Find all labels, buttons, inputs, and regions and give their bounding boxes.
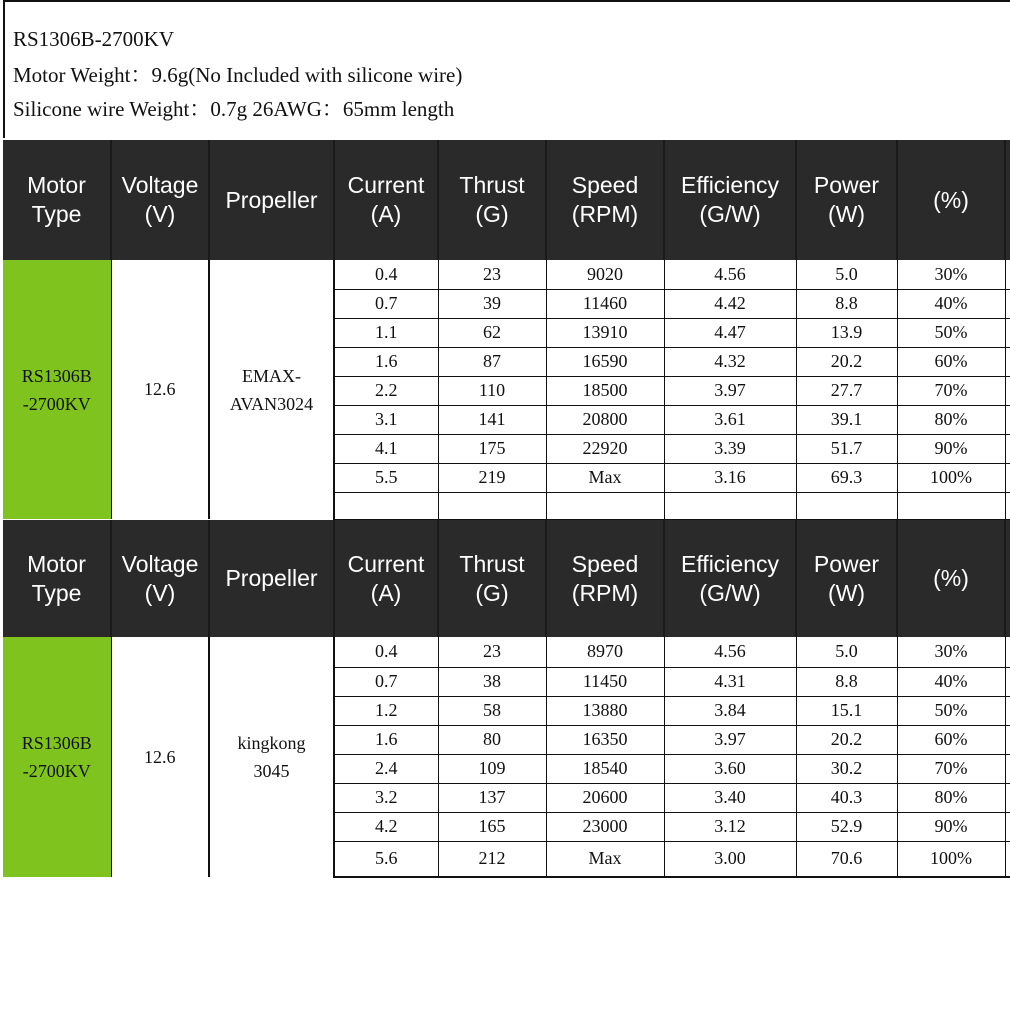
efficiency-cell: 4.47 xyxy=(664,318,796,347)
power-cell: 5.0 xyxy=(796,260,897,289)
table-row xyxy=(3,637,1010,667)
power-cell: 39.1 xyxy=(796,405,897,434)
current-cell: 3.2 xyxy=(334,783,438,812)
speed-cell xyxy=(546,492,664,519)
thrust-cell: 80 xyxy=(438,725,546,754)
thrust-cell: 23 xyxy=(438,260,546,289)
efficiency-cell: 3.00 xyxy=(664,841,796,877)
header-current: Current (A) xyxy=(334,520,438,637)
current-cell: 4.2 xyxy=(334,812,438,841)
power-cell: 8.8 xyxy=(796,289,897,318)
speed-cell: 8970 xyxy=(546,637,664,667)
header-speed: Speed (RPM) xyxy=(546,140,664,260)
efficiency-cell: 3.97 xyxy=(664,725,796,754)
edge-cell xyxy=(1005,841,1010,877)
edge-cell xyxy=(1005,667,1010,696)
thrust-cell: 58 xyxy=(438,696,546,725)
edge-cell xyxy=(1005,783,1010,812)
speed-cell: 20800 xyxy=(546,405,664,434)
current-cell: 0.7 xyxy=(334,289,438,318)
thrust-cell: 87 xyxy=(438,347,546,376)
thrust-cell: 62 xyxy=(438,318,546,347)
thrust-cell: 39 xyxy=(438,289,546,318)
header-edge xyxy=(1005,520,1010,637)
header-efficiency: Efficiency (G/W) xyxy=(664,140,796,260)
power-cell: 15.1 xyxy=(796,696,897,725)
speed-cell: 11450 xyxy=(546,667,664,696)
efficiency-cell: 3.12 xyxy=(664,812,796,841)
throttle-cell: 80% xyxy=(897,783,1005,812)
power-cell xyxy=(796,492,897,519)
edge-cell xyxy=(1005,492,1010,519)
thrust-cell xyxy=(438,492,546,519)
table-header-row xyxy=(3,140,1010,260)
propeller-cell: EMAX- AVAN3024 xyxy=(209,260,334,519)
current-cell: 1.1 xyxy=(334,318,438,347)
current-cell: 1.6 xyxy=(334,347,438,376)
power-cell: 20.2 xyxy=(796,347,897,376)
header-motor-type: Motor Type xyxy=(3,520,111,637)
thrust-cell: 38 xyxy=(438,667,546,696)
thrust-cell: 219 xyxy=(438,463,546,492)
motor-type-cell: RS1306B -2700KV xyxy=(3,260,111,519)
header-propeller: Propeller xyxy=(209,140,334,260)
header-motor-type: Motor Type xyxy=(3,140,111,260)
speed-cell: 11460 xyxy=(546,289,664,318)
thrust-cell: 165 xyxy=(438,812,546,841)
efficiency-cell: 4.56 xyxy=(664,260,796,289)
header-voltage: Voltage (V) xyxy=(111,520,209,637)
header-current: Current (A) xyxy=(334,140,438,260)
edge-cell xyxy=(1005,347,1010,376)
speed-cell: 16590 xyxy=(546,347,664,376)
power-cell: 52.9 xyxy=(796,812,897,841)
throttle-cell: 40% xyxy=(897,667,1005,696)
thrust-cell: 212 xyxy=(438,841,546,877)
power-cell: 69.3 xyxy=(796,463,897,492)
edge-cell xyxy=(1005,405,1010,434)
efficiency-cell: 3.97 xyxy=(664,376,796,405)
efficiency-cell: 4.42 xyxy=(664,289,796,318)
throttle-cell: 90% xyxy=(897,812,1005,841)
header-percent: (%) xyxy=(897,520,1005,637)
motor-model-title: RS1306B-2700KV xyxy=(13,27,175,51)
speed-cell: 20600 xyxy=(546,783,664,812)
motor-type-cell: RS1306B -2700KV xyxy=(3,637,111,877)
current-cell: 0.4 xyxy=(334,637,438,667)
throttle-cell: 70% xyxy=(897,754,1005,783)
throttle-cell: 60% xyxy=(897,725,1005,754)
speed-cell: 18540 xyxy=(546,754,664,783)
throttle-cell: 100% xyxy=(897,841,1005,877)
speed-cell: 13880 xyxy=(546,696,664,725)
speed-cell: 13910 xyxy=(546,318,664,347)
current-cell: 0.7 xyxy=(334,667,438,696)
throttle-cell: 70% xyxy=(897,376,1005,405)
edge-cell xyxy=(1005,754,1010,783)
thrust-cell: 109 xyxy=(438,754,546,783)
performance-table-2 xyxy=(3,520,1010,878)
table-row xyxy=(3,260,1010,289)
throttle-cell: 90% xyxy=(897,434,1005,463)
edge-cell xyxy=(1005,434,1010,463)
motor-weight-line: Motor Weight：9.6g(No Included with silicone wire) xyxy=(13,63,463,87)
power-cell: 8.8 xyxy=(796,667,897,696)
throttle-cell: 100% xyxy=(897,463,1005,492)
efficiency-cell: 3.84 xyxy=(664,696,796,725)
power-cell: 40.3 xyxy=(796,783,897,812)
edge-cell xyxy=(1005,463,1010,492)
edge-cell xyxy=(1005,260,1010,289)
speed-cell: Max xyxy=(546,463,664,492)
power-cell: 70.6 xyxy=(796,841,897,877)
efficiency-cell: 4.31 xyxy=(664,667,796,696)
header-edge xyxy=(1005,140,1010,260)
power-cell: 27.7 xyxy=(796,376,897,405)
current-cell: 1.6 xyxy=(334,725,438,754)
thrust-cell: 110 xyxy=(438,376,546,405)
current-cell: 2.4 xyxy=(334,754,438,783)
throttle-cell: 50% xyxy=(897,318,1005,347)
power-cell: 13.9 xyxy=(796,318,897,347)
table-header-row xyxy=(3,520,1010,637)
edge-cell xyxy=(1005,696,1010,725)
current-cell: 4.1 xyxy=(334,434,438,463)
thrust-cell: 23 xyxy=(438,637,546,667)
speed-cell: 22920 xyxy=(546,434,664,463)
current-cell: 3.1 xyxy=(334,405,438,434)
throttle-cell: 30% xyxy=(897,637,1005,667)
power-cell: 20.2 xyxy=(796,725,897,754)
power-cell: 51.7 xyxy=(796,434,897,463)
edge-cell xyxy=(1005,289,1010,318)
wire-weight-line: Silicone wire Weight：0.7g 26AWG：65mm length xyxy=(13,97,455,121)
power-cell: 30.2 xyxy=(796,754,897,783)
header-power: Power (W) xyxy=(796,520,897,637)
efficiency-cell: 3.61 xyxy=(664,405,796,434)
edge-cell xyxy=(1005,637,1010,667)
power-cell: 5.0 xyxy=(796,637,897,667)
throttle-cell: 30% xyxy=(897,260,1005,289)
throttle-cell: 50% xyxy=(897,696,1005,725)
header-percent: (%) xyxy=(897,140,1005,260)
header-efficiency: Efficiency (G/W) xyxy=(664,520,796,637)
thrust-cell: 141 xyxy=(438,405,546,434)
header-thrust: Thrust (G) xyxy=(438,520,546,637)
efficiency-cell: 3.40 xyxy=(664,783,796,812)
performance-table-1 xyxy=(3,140,1010,520)
edge-cell xyxy=(1005,318,1010,347)
current-cell: 1.2 xyxy=(334,696,438,725)
throttle-cell: 40% xyxy=(897,289,1005,318)
thrust-cell: 137 xyxy=(438,783,546,812)
edge-cell xyxy=(1005,725,1010,754)
efficiency-cell: 4.56 xyxy=(664,637,796,667)
current-cell xyxy=(334,492,438,519)
current-cell: 5.5 xyxy=(334,463,438,492)
current-cell: 5.6 xyxy=(334,841,438,877)
header-voltage: Voltage (V) xyxy=(111,140,209,260)
speed-cell: Max xyxy=(546,841,664,877)
efficiency-cell: 3.16 xyxy=(664,463,796,492)
throttle-cell: 60% xyxy=(897,347,1005,376)
header-speed: Speed (RPM) xyxy=(546,520,664,637)
current-cell: 2.2 xyxy=(334,376,438,405)
throttle-cell: 80% xyxy=(897,405,1005,434)
header-power: Power (W) xyxy=(796,140,897,260)
efficiency-cell: 3.60 xyxy=(664,754,796,783)
voltage-cell: 12.6 xyxy=(111,637,209,877)
efficiency-cell xyxy=(664,492,796,519)
speed-cell: 9020 xyxy=(546,260,664,289)
voltage-cell: 12.6 xyxy=(111,260,209,519)
efficiency-cell: 4.32 xyxy=(664,347,796,376)
edge-cell xyxy=(1005,376,1010,405)
spec-header-box xyxy=(3,0,1010,138)
speed-cell: 23000 xyxy=(546,812,664,841)
edge-cell xyxy=(1005,812,1010,841)
header-propeller: Propeller xyxy=(209,520,334,637)
propeller-cell: kingkong 3045 xyxy=(209,637,334,877)
thrust-cell: 175 xyxy=(438,434,546,463)
throttle-cell xyxy=(897,492,1005,519)
speed-cell: 18500 xyxy=(546,376,664,405)
header-thrust: Thrust (G) xyxy=(438,140,546,260)
efficiency-cell: 3.39 xyxy=(664,434,796,463)
speed-cell: 16350 xyxy=(546,725,664,754)
current-cell: 0.4 xyxy=(334,260,438,289)
